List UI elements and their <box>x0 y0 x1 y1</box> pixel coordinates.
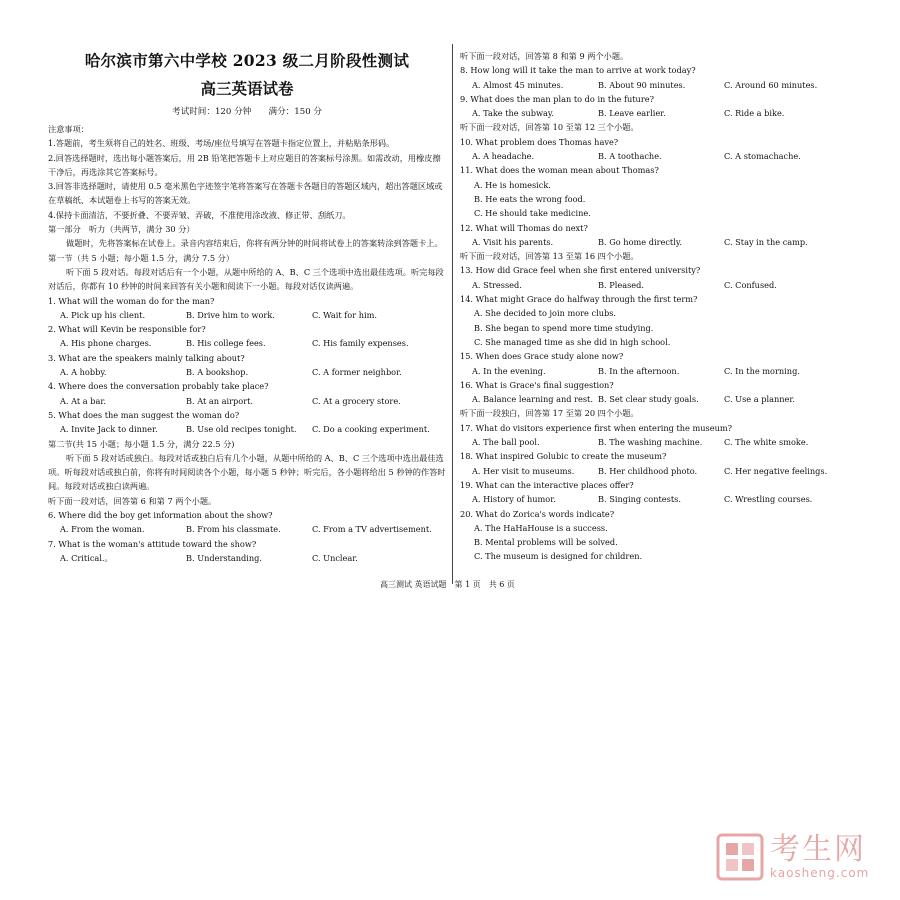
prompt-17-20: 听下面一段独白，回答第 17 至第 20 四个小题。 <box>460 408 639 419</box>
option-b: B. In the afternoon. <box>598 365 680 376</box>
option-a: A. Critical.。 <box>60 552 113 563</box>
option-a: A. The ball pool. <box>472 437 540 448</box>
notes-heading: 注意事项： <box>48 124 89 134</box>
question-options <box>460 364 860 378</box>
option-c: C. Do a cooking experiment. <box>312 424 430 435</box>
option-b: B. About 90 minutes. <box>598 79 686 90</box>
question-options <box>460 492 860 506</box>
question-17 <box>460 421 860 450</box>
watermark-url: kaosheng.com <box>770 866 870 880</box>
right-column <box>460 49 860 564</box>
option-c: C. A stomachache. <box>724 151 801 162</box>
question-stem: 4. Where does the conversation probably take place? <box>48 381 269 392</box>
question-stem: 19. What can the interactive places offer? <box>460 479 634 490</box>
question-options <box>48 551 446 565</box>
question-options <box>460 78 860 92</box>
option-c: C. Her negative feelings. <box>724 465 828 476</box>
watermark-text <box>770 834 869 880</box>
option-c: C. His family expenses. <box>312 338 409 349</box>
option-b: B. Set clear study goals. <box>598 394 699 405</box>
option-c: C. Around 60 minutes. <box>724 79 818 90</box>
option-c: C. He should take medicine. <box>474 208 591 219</box>
question-options <box>460 435 860 449</box>
part1-instruction: 做题时，先将答案标在试卷上。录音内容结束后，你将有两分钟的时间将试卷上的答案转涂到答题卡上。 <box>66 238 443 249</box>
option-b: B. From his classmate. <box>186 524 281 535</box>
option-a: A. History of humor. <box>472 494 556 505</box>
option-c: C. A former neighbor. <box>312 367 402 378</box>
note-item-2: 2.回答选择题时，选出每小题答案后，用 2B 铅笔把答题卡上对应题目的答案标号涂黑。如需改动，用橡皮擦干净后，再选涂其它答案标号。 <box>48 152 441 177</box>
option-b: B. Understanding. <box>186 552 263 563</box>
question-13 <box>460 263 860 292</box>
question-options <box>48 522 446 536</box>
option-a: A. Balance learning and rest. <box>472 394 593 405</box>
section1-instruction: 听下面 5 段对话。每段对话后有一个小题，从题中所给的 A、B、C 三个选项中选出最佳选项。听完每段对话后，你都有 10 秒钟的时间来回答有关小题和阅读下一小题。每段对话仅读两遍。 <box>48 266 444 292</box>
prompt-10-12: 听下面一段对话，回答第 10 至第 12 三个小题。 <box>460 122 639 133</box>
watermark-brand: 考生网 <box>770 832 866 867</box>
question-stem: 18. What inspired Golubic to create the museum? <box>460 451 667 462</box>
section2-heading: 第二节(共 15 小题；每小题 1.5 分，满分 22.5 分) <box>48 438 235 449</box>
question-options <box>460 464 860 478</box>
question-stem: 5. What does the man suggest the woman do? <box>48 409 240 420</box>
option-c: C. Confused. <box>724 279 777 290</box>
option-b: B. Use old recipes tonight. <box>186 424 297 435</box>
exam-meta: 考试时间：120 分钟 满分：150 分 <box>172 107 322 117</box>
question-stem: 6. Where did the boy get information about the show? <box>48 510 273 521</box>
question-options <box>460 278 860 292</box>
question-19 <box>460 478 860 507</box>
question-stem: 17. What do visitors experience first when entering the museum? <box>460 422 732 433</box>
option-a: A. A hobby. <box>60 367 107 378</box>
option-a: A. Stressed. <box>472 279 522 290</box>
option-a: A. In the evening. <box>472 365 546 376</box>
section2-instruction: 听下面 5 段对话或独白。每段对话或独白后有几个小题，从题中所给的 A、B、C 三个选项中选出最佳选项。听每段对话或独白前，你将有时间阅读各个小题，每小题 5 秒钟；听完后，各小题将给出 5 秒钟的作答时间。每段对话或独白读两遍。 <box>48 452 446 492</box>
option-c: C. Use a planner. <box>724 394 795 405</box>
note-item-4: 4.保持卡面清洁，不要折叠、不要弄皱、弄破，不准使用涂改液、修正带、刮纸刀。 <box>48 209 351 220</box>
option-c: C. The white smoke. <box>724 437 809 448</box>
option-c: C. Wait for him. <box>312 309 378 320</box>
question-16 <box>460 378 860 407</box>
question-2 <box>48 322 446 351</box>
column-divider <box>452 44 453 584</box>
question-10 <box>460 135 860 164</box>
question-1 <box>48 294 446 323</box>
question-stem: 2. What will Kevin be responsible for? <box>48 324 206 335</box>
question-stem: 9. What does the man plan to do in the future? <box>460 93 654 104</box>
question-stem: 8. How long will it take the man to arrive at work today? <box>460 65 696 76</box>
option-c: C. The museum is designed for children. <box>474 551 643 562</box>
question-15 <box>460 349 860 378</box>
option-c: C. Ride a bike. <box>724 108 785 119</box>
note-item-1: 1.答题前，考生须将自己的姓名、班级、考场/座位号填写在答题卡指定位置上，并粘贴条形码。 <box>48 138 395 149</box>
question-stem: 3. What are the speakers mainly talking about? <box>48 352 245 363</box>
option-b: B. Go home directly. <box>598 236 682 247</box>
option-c: C. She managed time as she did in high school. <box>474 336 671 347</box>
option-b: B. A bookshop. <box>186 367 249 378</box>
left-column <box>48 48 446 565</box>
section1-heading: 第一节（共 5 小题；每小题 1.5 分，满分 7.5 分） <box>48 252 235 263</box>
question-options <box>48 422 446 436</box>
exam-title: 哈尔滨市第六中学校 2023 级二月阶段性测试 <box>84 51 410 70</box>
question-5 <box>48 408 446 437</box>
option-a: A. Visit his parents. <box>472 236 554 247</box>
option-b: B. Leave earlier. <box>598 108 666 119</box>
option-a: A. The HaHaHouse is a success. <box>474 522 608 533</box>
option-b: B. He eats the wrong food. <box>474 193 586 204</box>
option-b: B. Mental problems will be solved. <box>474 537 618 548</box>
question-7 <box>48 537 446 566</box>
question-stem: 12. What will Thomas do next? <box>460 222 588 233</box>
question-stem: 13. How did Grace feel when she first entered university? <box>460 265 701 276</box>
question-8 <box>460 63 860 92</box>
option-b: B. Drive him to work. <box>186 309 275 320</box>
option-c: C. Wrestling courses. <box>724 494 813 505</box>
kaosheng-logo-icon <box>716 833 764 881</box>
note-item-3: 3.回答非选择题时，请使用 0.5 毫米黑色字迹签字笔将答案写在答题卡各题目的答题区域内，超出答题区域或在草稿纸、本试题卷上书写的答案无效。 <box>48 181 443 206</box>
option-a: A. From the woman. <box>60 524 145 535</box>
question-options <box>460 149 860 163</box>
exam-subtitle: 高三英语试卷 <box>200 79 294 98</box>
option-a: A. Her visit to museums. <box>472 465 575 476</box>
question-20 <box>460 507 860 564</box>
option-c: C. At a grocery store. <box>312 395 401 406</box>
option-b: B. Pleased. <box>598 279 644 290</box>
question-14 <box>460 292 860 349</box>
question-4 <box>48 379 446 408</box>
option-c: C. From a TV advertisement. <box>312 524 432 535</box>
option-a: A. Invite Jack to dinner. <box>60 424 158 435</box>
question-stem: 11. What does the woman mean about Thomas? <box>460 165 659 176</box>
question-options <box>48 365 446 379</box>
question-11 <box>460 163 860 220</box>
option-b: B. She began to spend more time studying. <box>474 322 654 333</box>
question-options <box>460 392 860 406</box>
question-options <box>460 235 860 249</box>
question-stem: 7. What is the woman's attitude toward the show? <box>48 538 257 549</box>
prompt-13-16: 听下面一段对话，回答第 13 至第 16 四个小题。 <box>460 251 639 262</box>
question-9 <box>460 92 860 121</box>
option-b: B. A toothache. <box>598 151 662 162</box>
kaosheng-watermark <box>716 833 869 881</box>
option-b: B. Singing contests. <box>598 494 681 505</box>
question-options <box>48 336 446 350</box>
option-a: A. Pick up his client. <box>60 309 146 320</box>
question-options <box>460 106 860 120</box>
part1-heading: 第一部分 听力（共两节，满分 30 分） <box>48 224 195 235</box>
question-stem: 10. What problem does Thomas have? <box>460 136 619 147</box>
question-stem: 16. What is Grace's final suggestion? <box>460 379 614 390</box>
question-3 <box>48 351 446 380</box>
option-a: A. He is homesick. <box>474 179 551 190</box>
option-b: B. Her childhood photo. <box>598 465 698 476</box>
question-options <box>48 308 446 322</box>
option-a: A. His phone charges. <box>60 338 152 349</box>
prompt-8-9: 听下面一段对话，回答第 8 和第 9 两个小题。 <box>460 51 629 61</box>
option-b: B. His college fees. <box>186 338 266 349</box>
question-stem: 20. What do Zorica's words indicate? <box>460 508 615 519</box>
question-12 <box>460 221 860 250</box>
page-footer: 高三测试 英语试题 第 1 页 共 6 页 <box>380 580 515 589</box>
option-c: C. In the morning. <box>724 365 800 376</box>
option-a: A. She decided to join more clubs. <box>474 308 617 319</box>
option-a: A. Almost 45 minutes. <box>472 79 564 90</box>
question-stem: 15. When does Grace study alone now? <box>460 351 624 362</box>
question-18 <box>460 449 860 478</box>
option-a: A. A headache. <box>472 151 535 162</box>
question-stem: 14. What might Grace do halfway through the first term? <box>460 294 698 305</box>
option-c: C. Stay in the camp. <box>724 236 808 247</box>
question-options <box>48 394 446 408</box>
question-6 <box>48 508 446 537</box>
option-a: A. At a bar. <box>60 395 107 406</box>
option-c: C. Unclear. <box>312 552 358 563</box>
option-a: A. Take the subway. <box>472 108 554 119</box>
prompt-6-7: 听下面一段对话，回答第 6 和第 7 两个小题。 <box>48 495 217 506</box>
question-stem: 1. What will the woman do for the man? <box>48 295 215 306</box>
option-b: B. At an airport. <box>186 395 254 406</box>
option-b: B. The washing machine. <box>598 437 703 448</box>
